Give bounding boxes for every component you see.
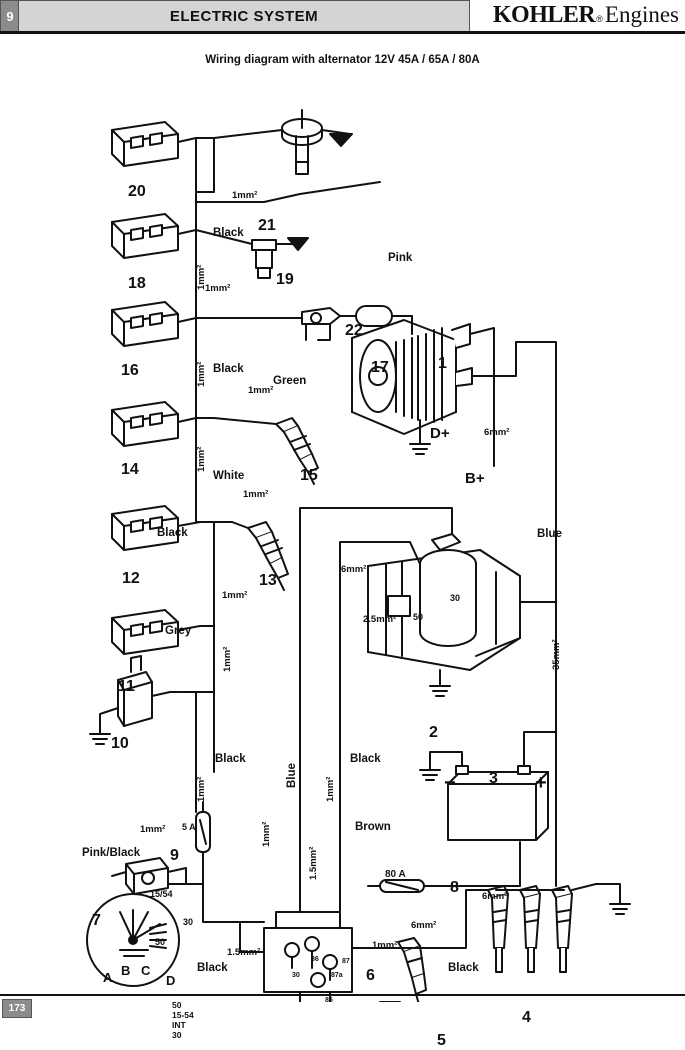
- key-switch-position-d: D: [166, 973, 176, 988]
- component-number-21: 21: [258, 217, 276, 234]
- wire-label-black-1: Black: [213, 227, 244, 239]
- component-21: [282, 110, 352, 174]
- connector-18: [112, 214, 196, 258]
- terminal-starter-50: 50: [413, 612, 424, 622]
- battery-negative-terminal: −: [444, 772, 456, 794]
- component-number-12: 12: [122, 570, 140, 587]
- terminal-5a: 5 A: [182, 822, 196, 832]
- component-number-17: 17: [371, 359, 389, 376]
- component-10: [90, 656, 186, 744]
- terminal-d-plus: D+: [430, 425, 450, 442]
- terminal-switch-50: 50: [155, 937, 166, 947]
- wire-label-blue-2: Blue: [286, 763, 298, 788]
- relay-terminal-85: 85: [325, 997, 333, 1004]
- gauge-label-1: 1mm²: [232, 190, 258, 201]
- gauge-label-14: 6mm²: [411, 920, 437, 931]
- component-number-3: 3: [489, 770, 498, 787]
- component-number-13: 13: [259, 572, 277, 589]
- battery-positive-terminal: +: [535, 772, 547, 794]
- gauge-label-r4: 1mm²: [222, 646, 233, 672]
- gauge-label-r5: 1mm²: [196, 776, 207, 802]
- component-number-19: 19: [276, 271, 294, 288]
- wire-label-green: Green: [273, 375, 307, 387]
- terminal-starter-30: 30: [450, 593, 461, 603]
- component-number-2: 2: [429, 724, 438, 741]
- component-number-20: 20: [128, 183, 146, 200]
- relay-terminal-86: 86: [311, 956, 319, 963]
- component-number-22: 22: [345, 322, 363, 339]
- connector-14: [112, 402, 214, 446]
- component-number-7: 7: [92, 912, 101, 929]
- component-number-14: 14: [121, 461, 139, 478]
- wire-label-black-3: Black: [157, 527, 188, 539]
- section-title: ELECTRIC SYSTEM: [169, 7, 319, 25]
- brand-name: KOHLER: [492, 2, 596, 28]
- gauge-label-r2: 1mm²: [196, 361, 207, 387]
- brand-word: Engines: [604, 2, 679, 27]
- connector-20: [112, 122, 214, 166]
- relay-terminal-87: 87: [342, 958, 350, 965]
- component-9: [196, 802, 210, 864]
- component-number-6: 6: [366, 967, 375, 984]
- connector-11: [112, 610, 214, 654]
- gauge-label-8: 1mm²: [372, 940, 398, 951]
- wire-label-black-6: Black: [197, 962, 228, 974]
- key-switch-position-a: A: [103, 970, 113, 985]
- connector-16: [112, 302, 214, 346]
- relay-terminal-30: 30: [292, 972, 300, 979]
- component-number-5: 5: [437, 1032, 446, 1049]
- component-4: [488, 884, 630, 972]
- component-8: [368, 842, 520, 892]
- terminal-switch-30: 30: [183, 917, 194, 927]
- wire-label-black-5: Black: [350, 753, 381, 765]
- terminal-80a: 80 A: [385, 869, 406, 880]
- relay-terminal-87a: 87a: [331, 972, 343, 979]
- component-number-15: 15: [300, 467, 318, 484]
- page-tab: 9: [0, 0, 20, 32]
- terminal-b-plus: B+: [465, 470, 485, 487]
- key-switch-contact-50: 50: [172, 1000, 182, 1010]
- gauge-label-15: 1.5mm²: [227, 947, 261, 958]
- key-switch-position-b: B: [121, 963, 131, 978]
- wire-label-pink: Pink: [388, 252, 413, 264]
- component-number-1: 1: [438, 355, 447, 372]
- gauge-label-r7: 1mm²: [325, 776, 336, 802]
- terminal-15-54: 15/54: [150, 889, 173, 899]
- wire-label-brown: Brown: [355, 821, 391, 833]
- gauge-label-13: 6mm²: [482, 891, 508, 902]
- gauge-label-r8: 1.5mm²: [308, 846, 319, 880]
- wire-label-black-2: Black: [213, 363, 244, 375]
- wire-label-white: White: [213, 470, 245, 482]
- section-header: [18, 0, 470, 32]
- component-number-8: 8: [450, 879, 459, 896]
- key-switch-contact-15-54: 15-54: [172, 1010, 194, 1020]
- gauge-label-r3: 1mm²: [196, 446, 207, 472]
- brand-logo: [493, 2, 679, 30]
- key-switch-contact-30: 30: [172, 1030, 182, 1040]
- gauge-label-r1: 1mm²: [196, 264, 207, 290]
- key-switch-contact-int: INT: [172, 1020, 186, 1030]
- gauge-label-3: 1mm²: [248, 385, 274, 396]
- gauge-label-6: 1mm²: [140, 824, 166, 835]
- page-number: 173: [2, 999, 32, 1018]
- brand-registered-mark: ®: [596, 14, 603, 24]
- wire-label-pink-black: Pink/Black: [82, 847, 141, 859]
- wire-label-black-7: Black: [448, 962, 479, 974]
- component-2: [368, 524, 520, 696]
- wire-label-grey: Grey: [165, 625, 192, 637]
- footer-divider: [0, 994, 685, 996]
- gauge-label-r6: 1mm²: [261, 821, 272, 847]
- gauge-label-11: 2.5mm²: [363, 614, 397, 625]
- component-number-11: 11: [118, 678, 135, 695]
- component-6: [264, 912, 352, 1002]
- component-number-9: 9: [170, 847, 179, 864]
- gauge-label-4: 1mm²: [243, 489, 269, 500]
- wire-label-blue-1: Blue: [537, 528, 562, 540]
- diagram-subtitle: Wiring diagram with alternator 12V 45A / 65A / 80A: [205, 54, 480, 66]
- gauge-label-10: 6mm²: [341, 564, 367, 575]
- wiring-diagram-svg: [0, 72, 685, 1002]
- component-number-18: 18: [128, 275, 146, 292]
- component-number-16: 16: [121, 362, 139, 379]
- header-divider: [0, 31, 685, 34]
- key-switch-position-c: C: [141, 963, 151, 978]
- gauge-label-9: 6mm²: [484, 427, 510, 438]
- gauge-label-12: 35mm²: [551, 639, 562, 670]
- wire-label-black-4: Black: [215, 753, 246, 765]
- gauge-label-2: 1mm²: [205, 283, 231, 294]
- component-number-10: 10: [111, 735, 129, 752]
- component-number-4: 4: [522, 1009, 531, 1026]
- gauge-label-5: 1mm²: [222, 590, 248, 601]
